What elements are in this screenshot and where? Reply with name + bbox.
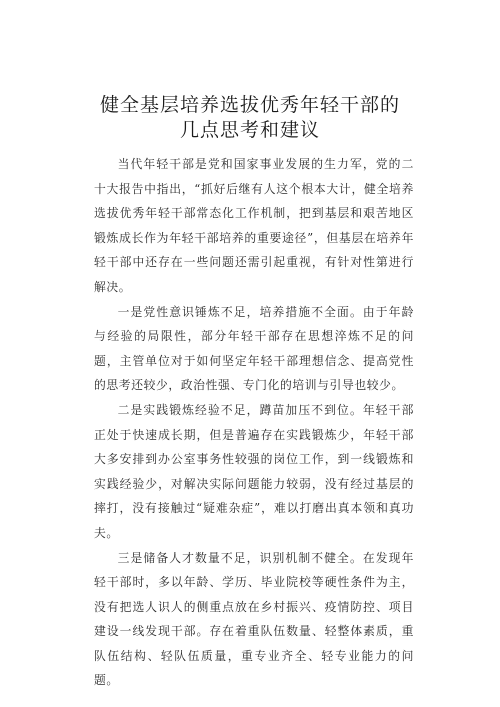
paragraph-intro: 当代年轻干部是党和国家事业发展的生力军，党的二十大报告中指出，“抓好后继有人这个根本大计，健全培养选拔优秀年轻干部常态化工作机制，把到基层和艰苦地区锻炼成长作为年轻干部培养的重要途径”，但基层在培养年轻干部中还存在一些问题还需引起重视，有针对性第进行解决。	[94, 157, 414, 294]
paragraph-point-3: 三是储备人才数量不足，识别机制不健全。在发现年轻干部时，多以年龄、学历、毕业院校等硬性条件为主，没有把选人识人的侧重点放在乡村振兴、疫情防控、项目建设一线发现干部。存在着重队伍数量、轻整体素质，重队伍结构、轻队伍质量，重专业齐全、轻专业能力的问题。	[94, 550, 414, 688]
document-title-line-2: 几点思考和建议	[179, 119, 320, 141]
paragraph-point-2: 二是实践锻炼经验不足，蹲苗加压不到位。年轻干部正处于快速成长期，但是普遍存在实践锻炼少，年轻干部大多安排到办公室事务性较强的岗位工作，到一线锻炼和实践经验少，对解决实际问题能力较弱，没有经过基层的摔打，没有接触过“疑难杂症”，难以打磨出真本领和真功夫。	[94, 402, 414, 540]
document-body	[94, 152, 414, 693]
document-title-line-1: 健全基层培养选拔优秀年轻干部的	[99, 94, 400, 116]
paragraph-point-1: 一是党性意识锤炼不足，培养措施不全面。由于年龄与经验的局限性，部分年轻干部存在思想淬炼不足的问题，主管单位对于如何坚定年轻干部理想信念、提高党性的思考还较少，政治性强、专门化的培训与引导也较少。	[94, 304, 414, 393]
